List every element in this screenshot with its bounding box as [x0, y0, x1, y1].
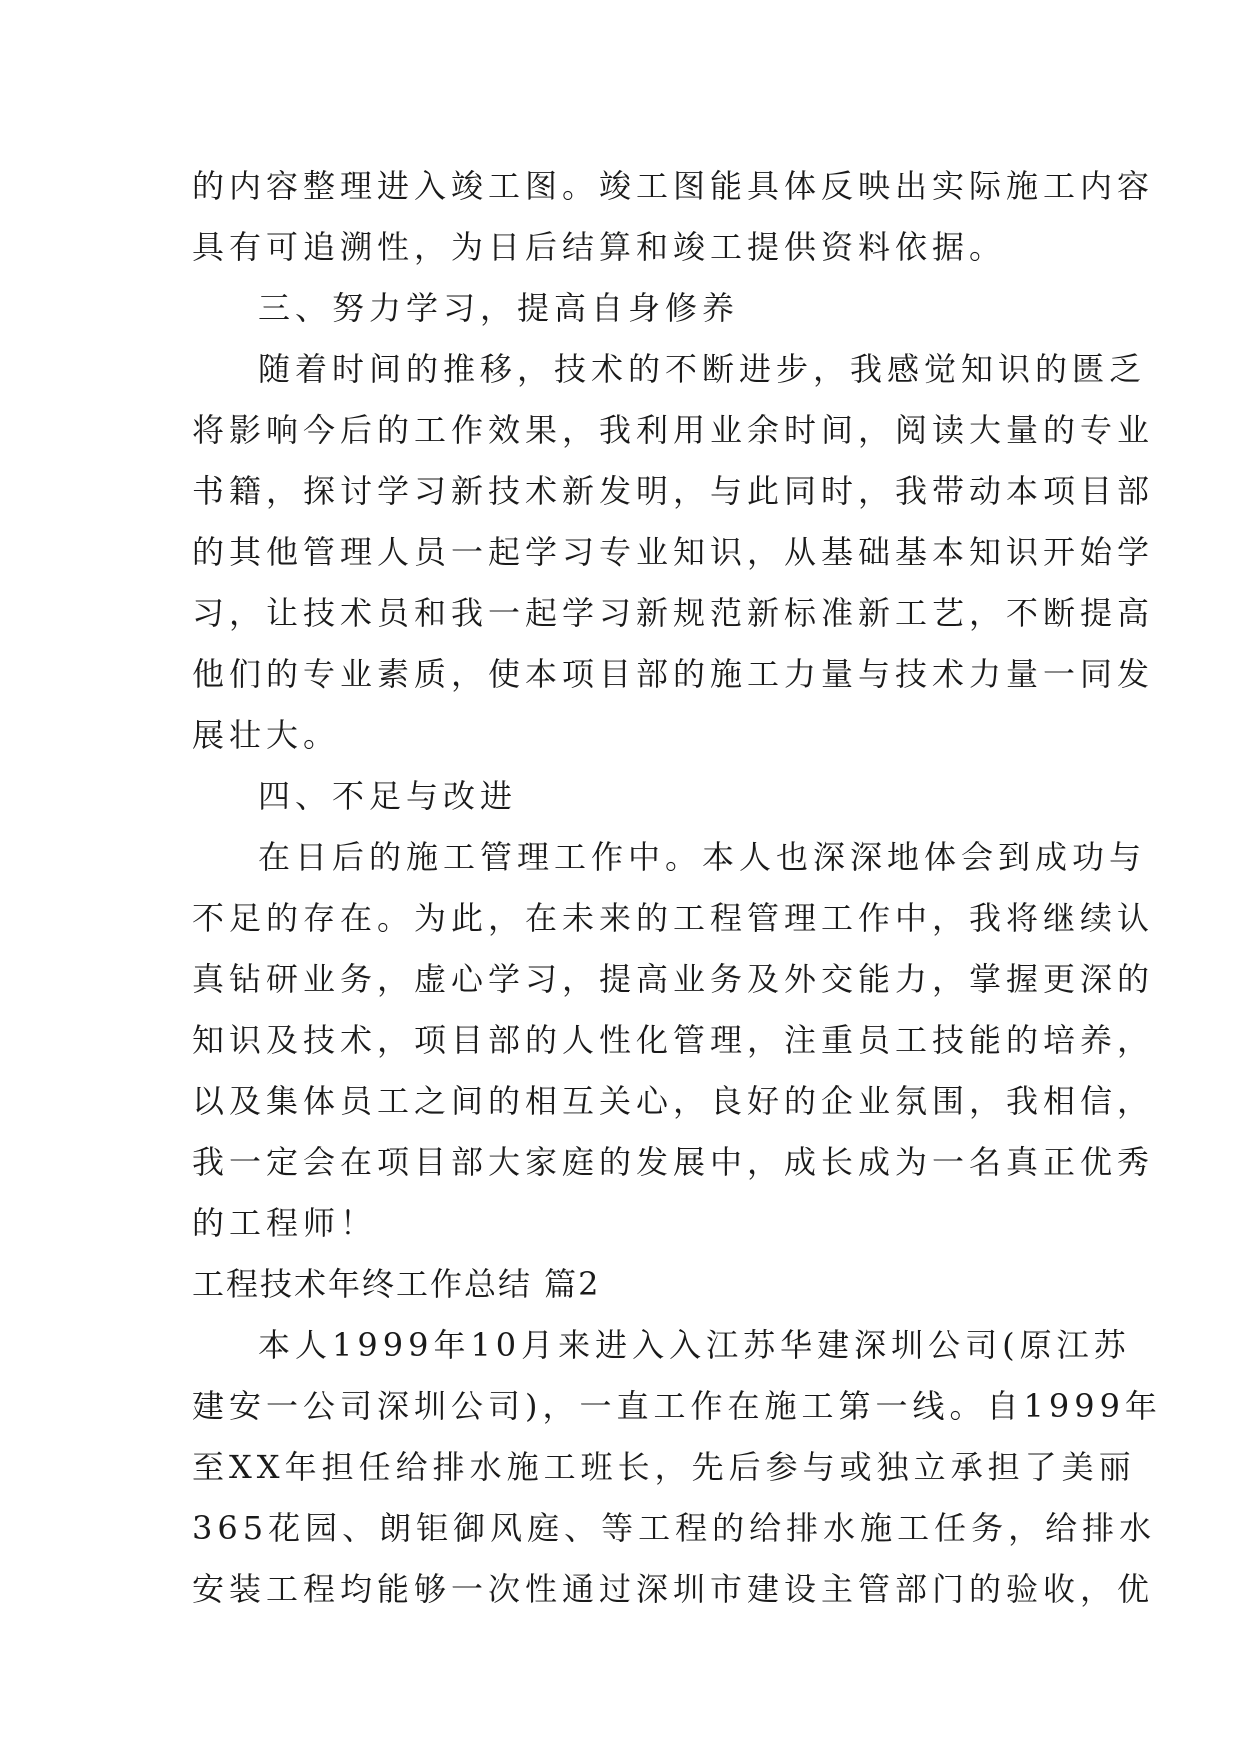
- text-line: 建安一公司深圳公司)，一直工作在施工第一线。自1999年: [192, 1387, 1162, 1425]
- document-body: [192, 156, 1162, 1620]
- text-line: 至XX年担任给排水施工班长，先后参与或独立承担了美丽: [192, 1448, 1136, 1486]
- text-line: 展壮大。: [192, 716, 341, 754]
- text-line: 365花园、朗钜御风庭、等工程的给排水施工任务，给排水: [192, 1509, 1157, 1547]
- text-line: 我一定会在项目部大家庭的发展中，成长成为一名真正优秀: [192, 1143, 1155, 1181]
- text-line: 安装工程均能够一次性通过深圳市建设主管部门的验收，优: [192, 1570, 1155, 1608]
- text-line: 真钻研业务，虚心学习，提高业务及外交能力，掌握更深的: [192, 960, 1155, 998]
- text-line: 在日后的施工管理工作中。本人也深深地体会到成功与: [258, 838, 1147, 876]
- text-line: 将影响今后的工作效果，我利用业余时间，阅读大量的专业: [192, 411, 1155, 449]
- article-title: 工程技术年终工作总结 篇2: [192, 1265, 601, 1303]
- text-line: 他们的专业素质，使本项目部的施工力量与技术力量一同发: [192, 655, 1155, 693]
- text-line: 本人1999年10月来进入入江苏华建深圳公司(原江苏: [258, 1326, 1131, 1364]
- section-heading: 四、不足与改进: [258, 777, 518, 815]
- text-line: 具有可追溯性，为日后结算和竣工提供资料依据。: [192, 228, 1007, 266]
- text-line: 随着时间的推移，技术的不断进步，我感觉知识的匮乏: [258, 350, 1147, 388]
- text-line: 知识及技术，项目部的人性化管理，注重员工技能的培养，: [192, 1021, 1155, 1059]
- text-line: 习，让技术员和我一起学习新规范新标准新工艺，不断提高: [192, 594, 1155, 632]
- section-heading: 三、努力学习，提高自身修养: [258, 289, 740, 327]
- text-line: 不足的存在。为此，在未来的工程管理工作中，我将继续认: [192, 899, 1155, 937]
- text-line: 以及集体员工之间的相互关心，良好的企业氛围，我相信，: [192, 1082, 1155, 1120]
- text-line: 书籍，探讨学习新技术新发明，与此同时，我带动本项目部: [192, 472, 1155, 510]
- text-line: 的内容整理进入竣工图。竣工图能具体反映出实际施工内容: [192, 167, 1155, 205]
- text-line: 的工程师！: [192, 1204, 378, 1242]
- text-line: 的其他管理人员一起学习专业知识，从基础基本知识开始学: [192, 533, 1155, 571]
